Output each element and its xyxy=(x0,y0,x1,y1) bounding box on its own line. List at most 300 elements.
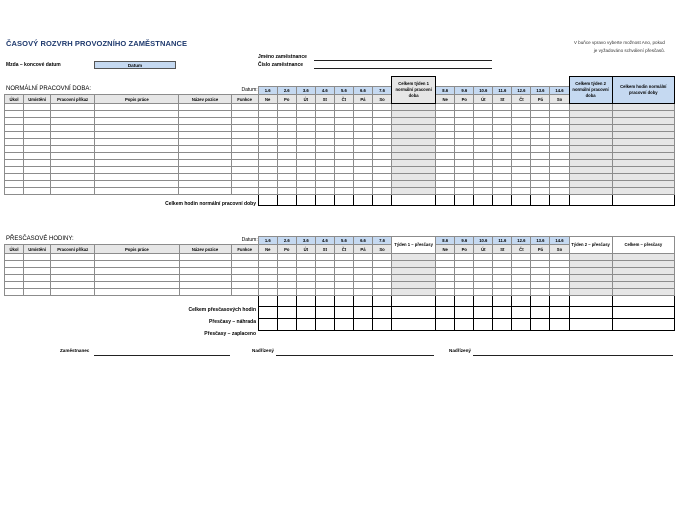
entry-cell[interactable] xyxy=(372,111,391,118)
entry-cell[interactable] xyxy=(550,268,569,275)
entry-cell[interactable] xyxy=(512,282,531,289)
entry-cell[interactable] xyxy=(179,118,231,125)
entry-cell[interactable] xyxy=(231,160,258,167)
entry-cell[interactable] xyxy=(550,254,569,261)
entry-cell[interactable] xyxy=(455,289,474,296)
entry-cell[interactable] xyxy=(5,111,24,118)
entry-cell[interactable] xyxy=(51,167,95,174)
entry-cell[interactable] xyxy=(258,289,277,296)
entry-cell[interactable] xyxy=(493,111,512,118)
sum-cell[interactable] xyxy=(334,319,353,331)
sum-cell[interactable] xyxy=(436,296,455,307)
sum-cell[interactable] xyxy=(512,307,531,319)
entry-cell[interactable] xyxy=(95,275,179,282)
entry-cell[interactable] xyxy=(258,282,277,289)
entry-cell[interactable] xyxy=(179,132,231,139)
entry-cell[interactable] xyxy=(51,188,95,195)
entry-cell[interactable] xyxy=(95,146,179,153)
entry-cell[interactable] xyxy=(277,181,296,188)
employee-name-field[interactable] xyxy=(314,60,492,61)
entry-cell[interactable] xyxy=(179,188,231,195)
entry-cell[interactable] xyxy=(179,167,231,174)
sum-cell[interactable] xyxy=(334,195,353,206)
entry-cell[interactable] xyxy=(24,146,51,153)
entry-cell[interactable] xyxy=(531,174,550,181)
entry-cell[interactable] xyxy=(373,282,392,289)
entry-cell[interactable] xyxy=(179,153,231,160)
entry-cell[interactable] xyxy=(5,167,24,174)
entry-cell[interactable] xyxy=(493,261,512,268)
entry-cell[interactable] xyxy=(231,139,258,146)
entry-cell[interactable] xyxy=(315,153,334,160)
entry-cell[interactable] xyxy=(5,174,24,181)
entry-cell[interactable] xyxy=(334,160,353,167)
sum-cell[interactable] xyxy=(334,296,353,307)
entry-cell[interactable] xyxy=(353,118,372,125)
entry-cell[interactable] xyxy=(179,125,231,132)
entry-cell[interactable] xyxy=(24,139,51,146)
entry-cell[interactable] xyxy=(455,132,474,139)
sum-cell[interactable] xyxy=(373,307,392,319)
entry-cell[interactable] xyxy=(373,289,392,296)
entry-cell[interactable] xyxy=(296,174,315,181)
employee-number-field[interactable] xyxy=(314,68,492,69)
entry-cell[interactable] xyxy=(550,188,569,195)
entry-cell[interactable] xyxy=(455,181,474,188)
entry-cell[interactable] xyxy=(24,160,51,167)
entry-cell[interactable] xyxy=(353,139,372,146)
sum-cell[interactable] xyxy=(612,296,674,307)
entry-cell[interactable] xyxy=(231,111,258,118)
entry-cell[interactable] xyxy=(334,268,353,275)
entry-cell[interactable] xyxy=(5,289,24,296)
entry-cell[interactable] xyxy=(24,261,51,268)
entry-cell[interactable] xyxy=(436,261,455,268)
entry-cell[interactable] xyxy=(493,160,512,167)
sum-cell[interactable] xyxy=(493,195,512,206)
entry-cell[interactable] xyxy=(353,111,372,118)
entry-cell[interactable] xyxy=(231,282,258,289)
entry-cell[interactable] xyxy=(512,111,531,118)
entry-cell[interactable] xyxy=(353,289,372,296)
entry-cell[interactable] xyxy=(258,181,277,188)
entry-cell[interactable] xyxy=(455,254,474,261)
entry-cell[interactable] xyxy=(550,282,569,289)
entry-cell[interactable] xyxy=(5,139,24,146)
entry-cell[interactable] xyxy=(95,153,179,160)
entry-cell[interactable] xyxy=(531,132,550,139)
entry-cell[interactable] xyxy=(474,181,493,188)
entry-cell[interactable] xyxy=(353,275,372,282)
entry-cell[interactable] xyxy=(436,167,455,174)
entry-cell[interactable] xyxy=(493,181,512,188)
entry-cell[interactable] xyxy=(373,268,392,275)
entry-cell[interactable] xyxy=(531,139,550,146)
entry-cell[interactable] xyxy=(315,139,334,146)
entry-cell[interactable] xyxy=(296,167,315,174)
entry-cell[interactable] xyxy=(353,160,372,167)
entry-cell[interactable] xyxy=(334,289,353,296)
entry-cell[interactable] xyxy=(296,181,315,188)
sum-cell[interactable] xyxy=(474,195,493,206)
entry-cell[interactable] xyxy=(5,153,24,160)
sum-cell[interactable] xyxy=(392,307,436,319)
entry-cell[interactable] xyxy=(474,153,493,160)
entry-cell[interactable] xyxy=(51,118,95,125)
entry-cell[interactable] xyxy=(51,104,95,111)
entry-cell[interactable] xyxy=(296,104,315,111)
entry-cell[interactable] xyxy=(455,282,474,289)
entry-cell[interactable] xyxy=(372,188,391,195)
entry-cell[interactable] xyxy=(95,139,179,146)
entry-cell[interactable] xyxy=(436,188,455,195)
entry-cell[interactable] xyxy=(51,174,95,181)
sum-cell[interactable] xyxy=(455,296,474,307)
entry-cell[interactable] xyxy=(231,132,258,139)
entry-cell[interactable] xyxy=(24,153,51,160)
entry-cell[interactable] xyxy=(474,282,493,289)
sum-cell[interactable] xyxy=(392,296,436,307)
entry-cell[interactable] xyxy=(296,275,315,282)
entry-cell[interactable] xyxy=(231,188,258,195)
entry-cell[interactable] xyxy=(373,254,392,261)
entry-cell[interactable] xyxy=(531,289,550,296)
entry-cell[interactable] xyxy=(296,160,315,167)
entry-cell[interactable] xyxy=(334,125,353,132)
sum-cell[interactable] xyxy=(612,195,674,206)
entry-cell[interactable] xyxy=(315,268,334,275)
entry-cell[interactable] xyxy=(5,268,24,275)
entry-cell[interactable] xyxy=(334,132,353,139)
sum-cell[interactable] xyxy=(277,195,296,206)
entry-cell[interactable] xyxy=(258,104,277,111)
entry-cell[interactable] xyxy=(531,261,550,268)
entry-cell[interactable] xyxy=(512,289,531,296)
entry-cell[interactable] xyxy=(231,174,258,181)
entry-cell[interactable] xyxy=(315,146,334,153)
entry-cell[interactable] xyxy=(179,174,231,181)
entry-cell[interactable] xyxy=(531,188,550,195)
entry-cell[interactable] xyxy=(455,125,474,132)
sum-cell[interactable] xyxy=(392,195,436,206)
entry-cell[interactable] xyxy=(334,188,353,195)
entry-cell[interactable] xyxy=(436,146,455,153)
entry-cell[interactable] xyxy=(512,254,531,261)
entry-cell[interactable] xyxy=(296,139,315,146)
sum-cell[interactable] xyxy=(569,307,612,319)
entry-cell[interactable] xyxy=(550,160,569,167)
entry-cell[interactable] xyxy=(277,132,296,139)
entry-cell[interactable] xyxy=(436,125,455,132)
entry-cell[interactable] xyxy=(474,188,493,195)
entry-cell[interactable] xyxy=(436,289,455,296)
entry-cell[interactable] xyxy=(296,261,315,268)
signature-supervisor2-line[interactable] xyxy=(473,355,673,356)
entry-cell[interactable] xyxy=(334,118,353,125)
entry-cell[interactable] xyxy=(296,268,315,275)
entry-cell[interactable] xyxy=(277,111,296,118)
sum-cell[interactable] xyxy=(455,307,474,319)
entry-cell[interactable] xyxy=(474,167,493,174)
entry-cell[interactable] xyxy=(231,181,258,188)
entry-cell[interactable] xyxy=(493,153,512,160)
entry-cell[interactable] xyxy=(296,153,315,160)
entry-cell[interactable] xyxy=(474,289,493,296)
entry-cell[interactable] xyxy=(179,282,231,289)
entry-cell[interactable] xyxy=(334,174,353,181)
sum-cell[interactable] xyxy=(372,195,391,206)
entry-cell[interactable] xyxy=(95,181,179,188)
entry-cell[interactable] xyxy=(5,275,24,282)
entry-cell[interactable] xyxy=(296,282,315,289)
entry-cell[interactable] xyxy=(95,174,179,181)
entry-cell[interactable] xyxy=(5,125,24,132)
sum-cell[interactable] xyxy=(373,319,392,331)
entry-cell[interactable] xyxy=(179,160,231,167)
entry-cell[interactable] xyxy=(353,104,372,111)
entry-cell[interactable] xyxy=(315,181,334,188)
entry-cell[interactable] xyxy=(531,153,550,160)
entry-cell[interactable] xyxy=(5,282,24,289)
entry-cell[interactable] xyxy=(531,111,550,118)
entry-cell[interactable] xyxy=(51,139,95,146)
sum-cell[interactable] xyxy=(315,296,334,307)
entry-cell[interactable] xyxy=(531,268,550,275)
entry-cell[interactable] xyxy=(512,104,531,111)
entry-cell[interactable] xyxy=(334,181,353,188)
entry-cell[interactable] xyxy=(334,167,353,174)
entry-cell[interactable] xyxy=(5,181,24,188)
entry-cell[interactable] xyxy=(512,275,531,282)
entry-cell[interactable] xyxy=(179,104,231,111)
entry-cell[interactable] xyxy=(277,261,296,268)
entry-cell[interactable] xyxy=(95,125,179,132)
entry-cell[interactable] xyxy=(474,275,493,282)
entry-cell[interactable] xyxy=(436,153,455,160)
entry-cell[interactable] xyxy=(51,160,95,167)
entry-cell[interactable] xyxy=(493,125,512,132)
sum-cell[interactable] xyxy=(455,319,474,331)
entry-cell[interactable] xyxy=(474,104,493,111)
entry-cell[interactable] xyxy=(258,188,277,195)
entry-cell[interactable] xyxy=(231,289,258,296)
entry-cell[interactable] xyxy=(277,254,296,261)
entry-cell[interactable] xyxy=(5,146,24,153)
entry-cell[interactable] xyxy=(353,268,372,275)
entry-cell[interactable] xyxy=(95,254,179,261)
entry-cell[interactable] xyxy=(372,153,391,160)
entry-cell[interactable] xyxy=(231,268,258,275)
entry-cell[interactable] xyxy=(474,132,493,139)
entry-cell[interactable] xyxy=(24,167,51,174)
sum-cell[interactable] xyxy=(296,319,315,331)
entry-cell[interactable] xyxy=(315,282,334,289)
sum-cell[interactable] xyxy=(531,296,550,307)
entry-cell[interactable] xyxy=(258,153,277,160)
entry-cell[interactable] xyxy=(296,132,315,139)
entry-cell[interactable] xyxy=(231,167,258,174)
entry-cell[interactable] xyxy=(455,188,474,195)
sum-cell[interactable] xyxy=(315,307,334,319)
sum-cell[interactable] xyxy=(436,307,455,319)
entry-cell[interactable] xyxy=(455,261,474,268)
entry-cell[interactable] xyxy=(353,146,372,153)
entry-cell[interactable] xyxy=(95,104,179,111)
entry-cell[interactable] xyxy=(531,125,550,132)
entry-cell[interactable] xyxy=(51,153,95,160)
entry-cell[interactable] xyxy=(258,125,277,132)
entry-cell[interactable] xyxy=(436,132,455,139)
entry-cell[interactable] xyxy=(455,275,474,282)
entry-cell[interactable] xyxy=(372,167,391,174)
entry-cell[interactable] xyxy=(231,146,258,153)
entry-cell[interactable] xyxy=(315,275,334,282)
entry-cell[interactable] xyxy=(493,174,512,181)
entry-cell[interactable] xyxy=(296,188,315,195)
entry-cell[interactable] xyxy=(353,188,372,195)
entry-cell[interactable] xyxy=(95,289,179,296)
entry-cell[interactable] xyxy=(436,282,455,289)
entry-cell[interactable] xyxy=(179,139,231,146)
entry-cell[interactable] xyxy=(531,254,550,261)
sum-cell[interactable] xyxy=(550,319,569,331)
sum-cell[interactable] xyxy=(474,307,493,319)
entry-cell[interactable] xyxy=(353,132,372,139)
entry-cell[interactable] xyxy=(315,160,334,167)
entry-cell[interactable] xyxy=(95,111,179,118)
sum-cell[interactable] xyxy=(512,319,531,331)
entry-cell[interactable] xyxy=(550,125,569,132)
entry-cell[interactable] xyxy=(5,132,24,139)
entry-cell[interactable] xyxy=(334,146,353,153)
entry-cell[interactable] xyxy=(455,268,474,275)
entry-cell[interactable] xyxy=(531,118,550,125)
entry-cell[interactable] xyxy=(474,125,493,132)
entry-cell[interactable] xyxy=(373,275,392,282)
entry-cell[interactable] xyxy=(277,174,296,181)
entry-cell[interactable] xyxy=(493,118,512,125)
entry-cell[interactable] xyxy=(277,146,296,153)
entry-cell[interactable] xyxy=(436,275,455,282)
entry-cell[interactable] xyxy=(95,282,179,289)
entry-cell[interactable] xyxy=(334,282,353,289)
entry-cell[interactable] xyxy=(474,111,493,118)
entry-cell[interactable] xyxy=(95,160,179,167)
entry-cell[interactable] xyxy=(315,289,334,296)
entry-cell[interactable] xyxy=(334,111,353,118)
entry-cell[interactable] xyxy=(231,261,258,268)
entry-cell[interactable] xyxy=(512,125,531,132)
entry-cell[interactable] xyxy=(353,153,372,160)
sum-cell[interactable] xyxy=(436,195,455,206)
entry-cell[interactable] xyxy=(315,167,334,174)
entry-cell[interactable] xyxy=(550,289,569,296)
sum-cell[interactable] xyxy=(550,195,569,206)
entry-cell[interactable] xyxy=(531,282,550,289)
sum-cell[interactable] xyxy=(353,296,372,307)
entry-cell[interactable] xyxy=(258,261,277,268)
entry-cell[interactable] xyxy=(315,174,334,181)
entry-cell[interactable] xyxy=(24,111,51,118)
entry-cell[interactable] xyxy=(334,261,353,268)
entry-cell[interactable] xyxy=(296,254,315,261)
sum-cell[interactable] xyxy=(493,307,512,319)
entry-cell[interactable] xyxy=(315,254,334,261)
entry-cell[interactable] xyxy=(24,188,51,195)
entry-cell[interactable] xyxy=(231,118,258,125)
entry-cell[interactable] xyxy=(512,181,531,188)
sum-cell[interactable] xyxy=(258,307,277,319)
entry-cell[interactable] xyxy=(334,153,353,160)
sum-cell[interactable] xyxy=(296,307,315,319)
entry-cell[interactable] xyxy=(315,261,334,268)
entry-cell[interactable] xyxy=(474,146,493,153)
sum-cell[interactable] xyxy=(315,195,334,206)
entry-cell[interactable] xyxy=(372,181,391,188)
entry-cell[interactable] xyxy=(51,111,95,118)
entry-cell[interactable] xyxy=(315,188,334,195)
entry-cell[interactable] xyxy=(296,289,315,296)
entry-cell[interactable] xyxy=(372,174,391,181)
entry-cell[interactable] xyxy=(474,160,493,167)
entry-cell[interactable] xyxy=(531,104,550,111)
entry-cell[interactable] xyxy=(231,254,258,261)
entry-cell[interactable] xyxy=(493,188,512,195)
entry-cell[interactable] xyxy=(296,118,315,125)
sum-cell[interactable] xyxy=(353,195,372,206)
entry-cell[interactable] xyxy=(258,111,277,118)
entry-cell[interactable] xyxy=(455,153,474,160)
entry-cell[interactable] xyxy=(550,111,569,118)
entry-cell[interactable] xyxy=(51,181,95,188)
entry-cell[interactable] xyxy=(95,188,179,195)
entry-cell[interactable] xyxy=(95,167,179,174)
entry-cell[interactable] xyxy=(455,118,474,125)
entry-cell[interactable] xyxy=(436,254,455,261)
entry-cell[interactable] xyxy=(512,268,531,275)
sum-cell[interactable] xyxy=(392,319,436,331)
entry-cell[interactable] xyxy=(493,268,512,275)
entry-cell[interactable] xyxy=(493,289,512,296)
entry-cell[interactable] xyxy=(372,160,391,167)
entry-cell[interactable] xyxy=(372,118,391,125)
sum-cell[interactable] xyxy=(334,307,353,319)
entry-cell[interactable] xyxy=(474,261,493,268)
sum-cell[interactable] xyxy=(512,195,531,206)
sum-cell[interactable] xyxy=(258,195,277,206)
entry-cell[interactable] xyxy=(550,181,569,188)
entry-cell[interactable] xyxy=(512,167,531,174)
sum-cell[interactable] xyxy=(550,296,569,307)
entry-cell[interactable] xyxy=(531,275,550,282)
entry-cell[interactable] xyxy=(277,268,296,275)
sum-cell[interactable] xyxy=(531,307,550,319)
sum-cell[interactable] xyxy=(612,307,674,319)
entry-cell[interactable] xyxy=(493,282,512,289)
entry-cell[interactable] xyxy=(512,139,531,146)
entry-cell[interactable] xyxy=(531,160,550,167)
entry-cell[interactable] xyxy=(24,275,51,282)
entry-cell[interactable] xyxy=(372,125,391,132)
entry-cell[interactable] xyxy=(277,167,296,174)
entry-cell[interactable] xyxy=(51,125,95,132)
entry-cell[interactable] xyxy=(258,254,277,261)
entry-cell[interactable] xyxy=(5,261,24,268)
entry-cell[interactable] xyxy=(436,181,455,188)
sum-cell[interactable] xyxy=(531,195,550,206)
entry-cell[interactable] xyxy=(179,146,231,153)
entry-cell[interactable] xyxy=(24,254,51,261)
